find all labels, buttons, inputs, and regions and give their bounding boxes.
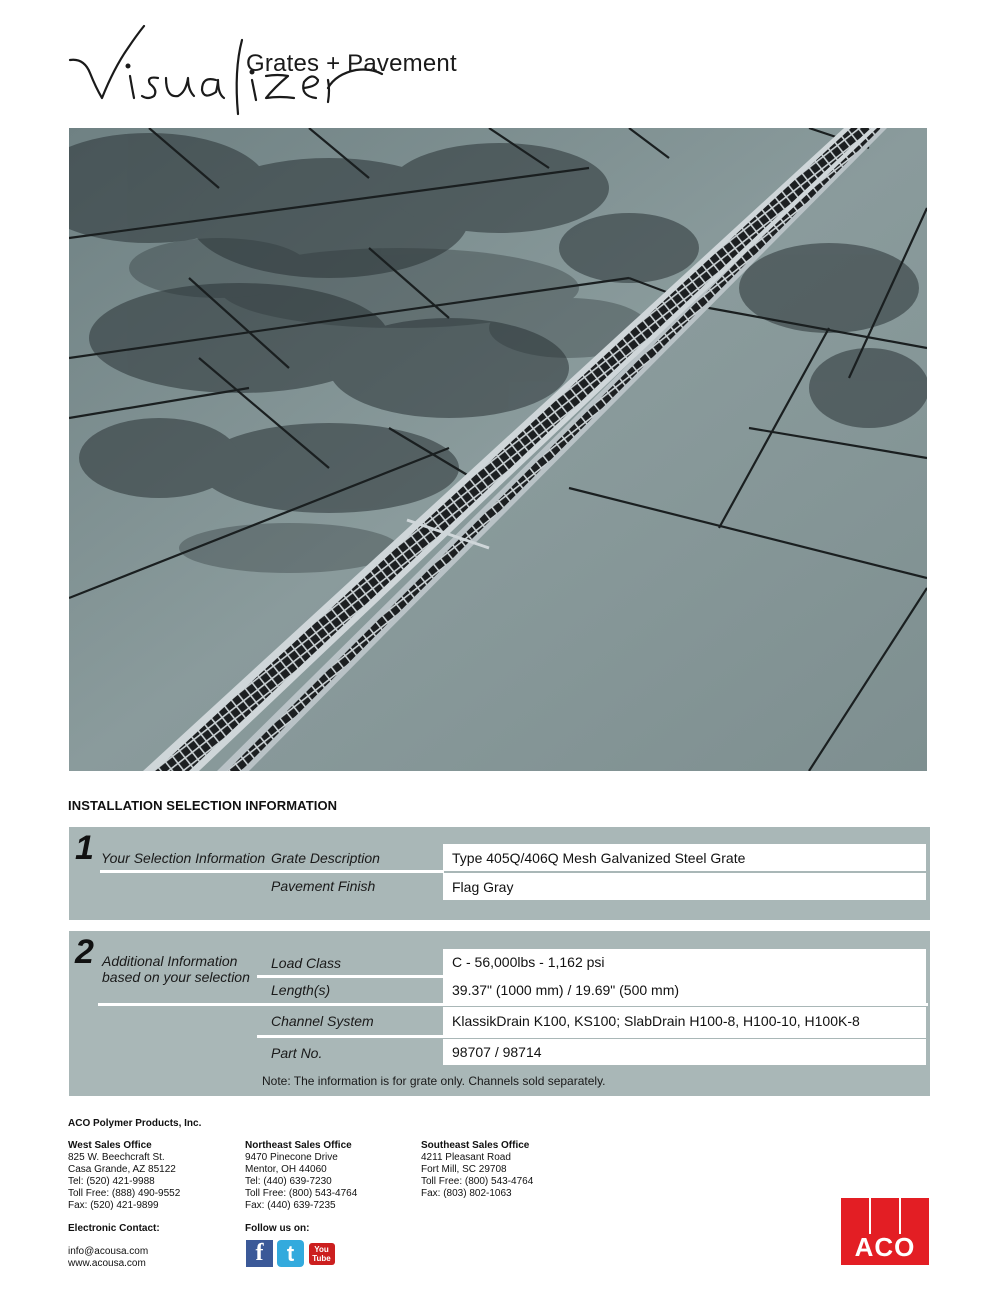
office-line: Toll Free: (800) 543-4764 — [245, 1188, 358, 1199]
follow-us-label: Follow us on: — [245, 1223, 310, 1234]
logo-subtitle: Grates + Pavement — [246, 50, 457, 77]
office-name: Southeast Sales Office — [421, 1140, 530, 1151]
divider — [98, 1003, 928, 1006]
panel-number: 2 — [75, 933, 94, 971]
pavement-grate-illustration — [69, 128, 927, 771]
company-name: ACO Polymer Products, Inc. — [68, 1118, 202, 1129]
channel-system-label: Channel System — [271, 1013, 374, 1029]
additional-info-panel — [69, 931, 930, 1096]
panel-title-line1: Additional Information — [102, 953, 238, 969]
divider — [257, 1035, 926, 1038]
load-class-value: C - 56,000lbs - 1,162 psi — [443, 949, 926, 975]
office-line: Fax: (520) 421-9899 — [68, 1200, 159, 1211]
part-no-value: 98707 / 98714 — [443, 1039, 926, 1065]
panel-title-line2: based on your selection — [102, 969, 250, 985]
office-name: Northeast Sales Office — [245, 1140, 352, 1151]
load-class-label: Load Class — [271, 955, 342, 971]
office-line: Fort Mill, SC 29708 — [421, 1164, 507, 1175]
channel-system-value: KlassikDrain K100, KS100; SlabDrain H100-8, H100-10, H100K-8 — [443, 1007, 926, 1035]
part-no-label: Part No. — [271, 1045, 323, 1061]
office-line: Toll Free: (800) 543-4764 — [421, 1176, 534, 1187]
office-line: Fax: (803) 802-1063 — [421, 1188, 512, 1199]
office-line: Mentor, OH 44060 — [245, 1164, 327, 1175]
pavement-finish-label: Pavement Finish — [271, 878, 376, 894]
office-line: Fax: (440) 639-7235 — [245, 1200, 336, 1211]
facebook-icon[interactable] — [246, 1240, 273, 1267]
office-name: West Sales Office — [68, 1140, 152, 1151]
aco-logo — [841, 1198, 929, 1265]
email-link[interactable]: info@acousa.com — [68, 1246, 149, 1257]
grate-description-value: Type 405Q/406Q Mesh Galvanized Steel Grate — [443, 844, 926, 871]
pavement-grate-photo — [69, 128, 927, 771]
visualizer-logo — [66, 18, 457, 118]
panel-title: Your Selection Information — [101, 850, 266, 866]
selection-info-panel — [69, 827, 930, 920]
electronic-contact-label: Electronic Contact: — [68, 1223, 160, 1234]
office-line: Tel: (520) 421-9988 — [68, 1176, 155, 1187]
divider — [100, 870, 444, 873]
youtube-glyph: You Tube — [309, 1243, 335, 1265]
section-heading: INSTALLATION SELECTION INFORMATION — [68, 798, 338, 813]
logo-divider — [869, 1198, 871, 1234]
pavement-finish-value: Flag Gray — [443, 873, 926, 900]
lengths-label: Length(s) — [271, 982, 331, 998]
west-sales-office — [68, 1140, 180, 1212]
office-line: 9470 Pinecone Drive — [245, 1152, 338, 1163]
lengths-value: 39.37" (1000 mm) / 19.69" (500 mm) — [443, 977, 926, 1003]
office-line: 4211 Pleasant Road — [421, 1152, 511, 1163]
southeast-sales-office — [421, 1140, 533, 1200]
office-line: 825 W. Beechcraft St. — [68, 1152, 165, 1163]
twitter-glyph: t — [286, 1240, 295, 1266]
northeast-sales-office — [245, 1140, 357, 1212]
facebook-glyph: f — [255, 1240, 264, 1266]
twitter-icon[interactable] — [277, 1240, 304, 1267]
grate-description-label: Grate Description — [271, 850, 380, 866]
aco-logo-text: ACO — [854, 1232, 916, 1262]
office-line: Tel: (440) 639-7230 — [245, 1176, 332, 1187]
youtube-icon[interactable] — [308, 1240, 335, 1267]
panel-note: Note: The information is for grate only. Channels sold separately. — [262, 1074, 606, 1088]
office-line: Casa Grande, AZ 85122 — [68, 1164, 176, 1175]
logo-divider — [899, 1198, 901, 1234]
office-line: Toll Free: (888) 490-9552 — [68, 1188, 181, 1199]
website-link[interactable]: www.acousa.com — [68, 1258, 146, 1269]
panel-number: 1 — [75, 829, 94, 867]
